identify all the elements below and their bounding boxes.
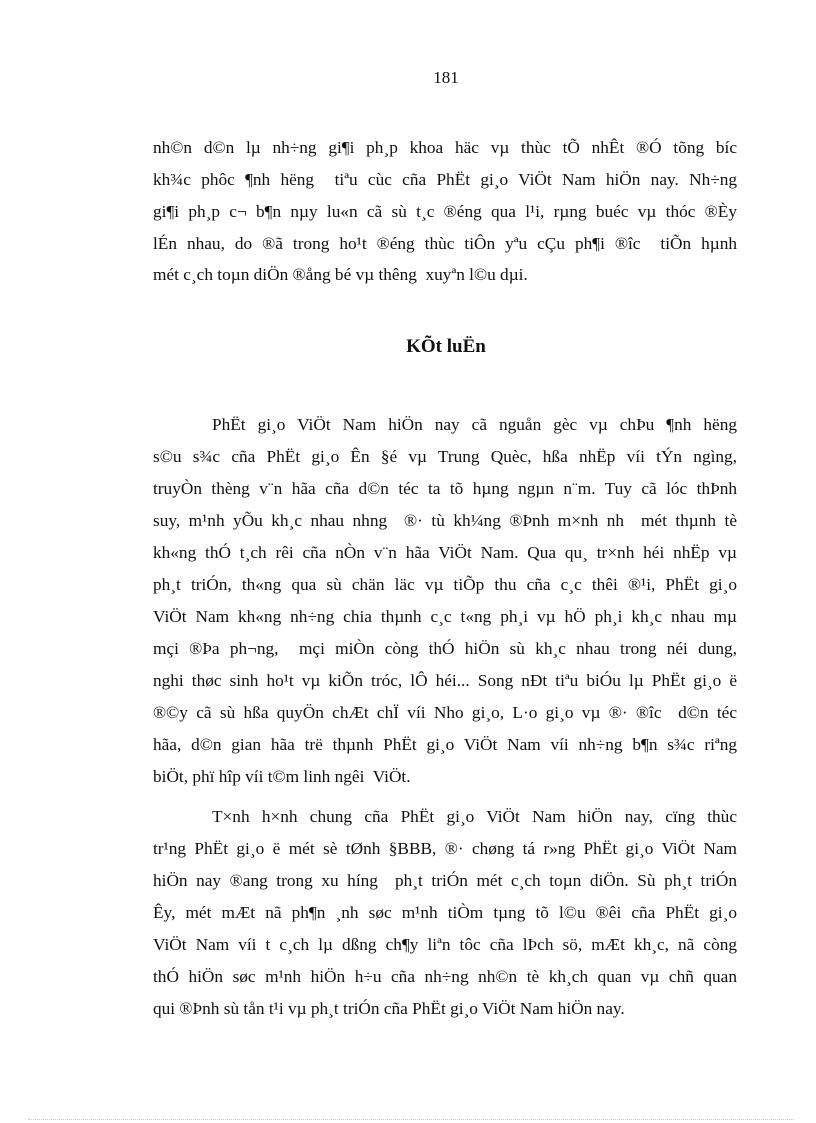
p2-line-2: tr¹ng PhËt gi¸o ë mét sè tØnh §BBB, ®· chøng tá r»ng PhËt gi¸o ViÖt Nam bbox=[153, 839, 737, 858]
p1-line-8: mçi ®Þa ph¬ng, mçi miÒn còng thÓ hiÖn sù kh¸c nhau trong néi dung, bbox=[153, 639, 737, 658]
p1-line-12: biÖt, phï hîp víi t©m linh ngêi ViÖt. bbox=[153, 767, 411, 786]
p2-line-5: ViÖt Nam víi t c¸ch lµ dßng ch¶y liªn tôc cña lÞch sö, mÆt kh¸c, nã còng bbox=[153, 935, 737, 954]
p1-line-2: s©u s¾c cña PhËt gi¸o Ên §é vµ Trung Quèc, hßa nhËp víi tÝn ngìng, bbox=[153, 447, 737, 466]
p1-line-6: ph¸t triÓn, th«ng qua sù chän läc vµ tiÕp thu cña c¸c thêi ®¹i, PhËt gi¸o bbox=[153, 575, 737, 594]
intro-line-3: gi¶i ph¸p c¬ b¶n nµy lu«n cã sù t¸c ®éng qua l¹i, rµng buéc vµ thóc ®Èy bbox=[153, 202, 737, 221]
p1-line-7: ViÖt Nam kh«ng nh÷ng chia thµnh c¸c t«ng ph¸i vµ hÖ ph¸i kh¸c nhau mµ bbox=[153, 607, 737, 626]
p2-line-1: T×nh h×nh chung cña PhËt gi¸o ViÖt Nam hiÖn nay, cïng thùc bbox=[212, 807, 737, 826]
p2-line-4: Êy, mét mÆt nã ph¶n ¸nh søc m¹nh tiÒm tµng tõ l©u ®êi cña PhËt gi¸o bbox=[153, 903, 737, 922]
p1-line-1: PhËt gi¸o ViÖt Nam hiÖn nay cã nguån gèc vµ chÞu ¶nh hëng bbox=[212, 415, 737, 434]
p1-line-9: nghi thøc sinh ho¹t vµ kiÕn tróc, lÔ héi... Song nÐt tiªu biÓu lµ PhËt gi¸o ë bbox=[153, 671, 737, 690]
p2-line-7: qui ®Þnh sù tån t¹i vµ ph¸t triÓn cña PhËt gi¸o ViÖt Nam hiÖn nay. bbox=[153, 999, 625, 1018]
p2-line-6: thÓ hiÖn søc m¹nh hiÖn h÷u cña nh÷ng nh©n tè kh¸ch quan vµ chñ quan bbox=[153, 967, 737, 986]
p1-line-10: ®©y cã sù hßa quyÖn chÆt chÏ víi Nho gi¸o, L·o gi¸o vµ ®· ®îc d©n téc bbox=[153, 703, 737, 722]
p1-line-4: suy, m¹nh yÕu kh¸c nhau nhng ®· tù kh¼ng ®Þnh m×nh nh mét thµnh tè bbox=[153, 511, 737, 530]
intro-line-5: mét c¸ch toµn diÖn ®ång bé vµ thêng xuyªn l©u dµi. bbox=[153, 265, 528, 284]
p1-line-11: hãa, d©n gian hãa trë thµnh PhËt gi¸o ViÖt Nam víi nh÷ng b¶n s¾c riªng bbox=[153, 735, 737, 754]
conclusion-heading: KÕt luËn bbox=[406, 336, 486, 357]
p1-line-3: truyÒn thèng v¨n hãa cña d©n téc ta tõ hµng ngµn n¨m. Tuy cã lóc thÞnh bbox=[153, 479, 737, 498]
p1-line-5: kh«ng thÓ t¸ch rêi cña nÒn v¨n hãa ViÖt Nam. Qua qu¸ tr×nh héi nhËp vµ bbox=[153, 543, 737, 562]
intro-line-1: nh©n d©n lµ nh÷ng gi¶i ph¸p khoa häc vµ thùc tÕ nhÊt ®Ó tõng bíc bbox=[153, 138, 737, 157]
intro-line-4: lÉn nhau, do ®ã trong ho¹t ®éng thùc tiÔn yªu cÇu ph¶i ®îc tiÕn hµnh bbox=[153, 234, 737, 253]
intro-line-2: kh¾c phôc ¶nh hëng tiªu cùc cña PhËt gi¸o ViÖt Nam hiÖn nay. Nh÷ng bbox=[153, 170, 737, 189]
page-bottom-divider bbox=[28, 1119, 794, 1120]
p2-line-3: hiÖn nay ®ang trong xu híng ph¸t triÓn mét c¸ch toµn diÖn. Sù ph¸t triÓn bbox=[153, 871, 737, 890]
page-number: 181 bbox=[433, 68, 459, 87]
